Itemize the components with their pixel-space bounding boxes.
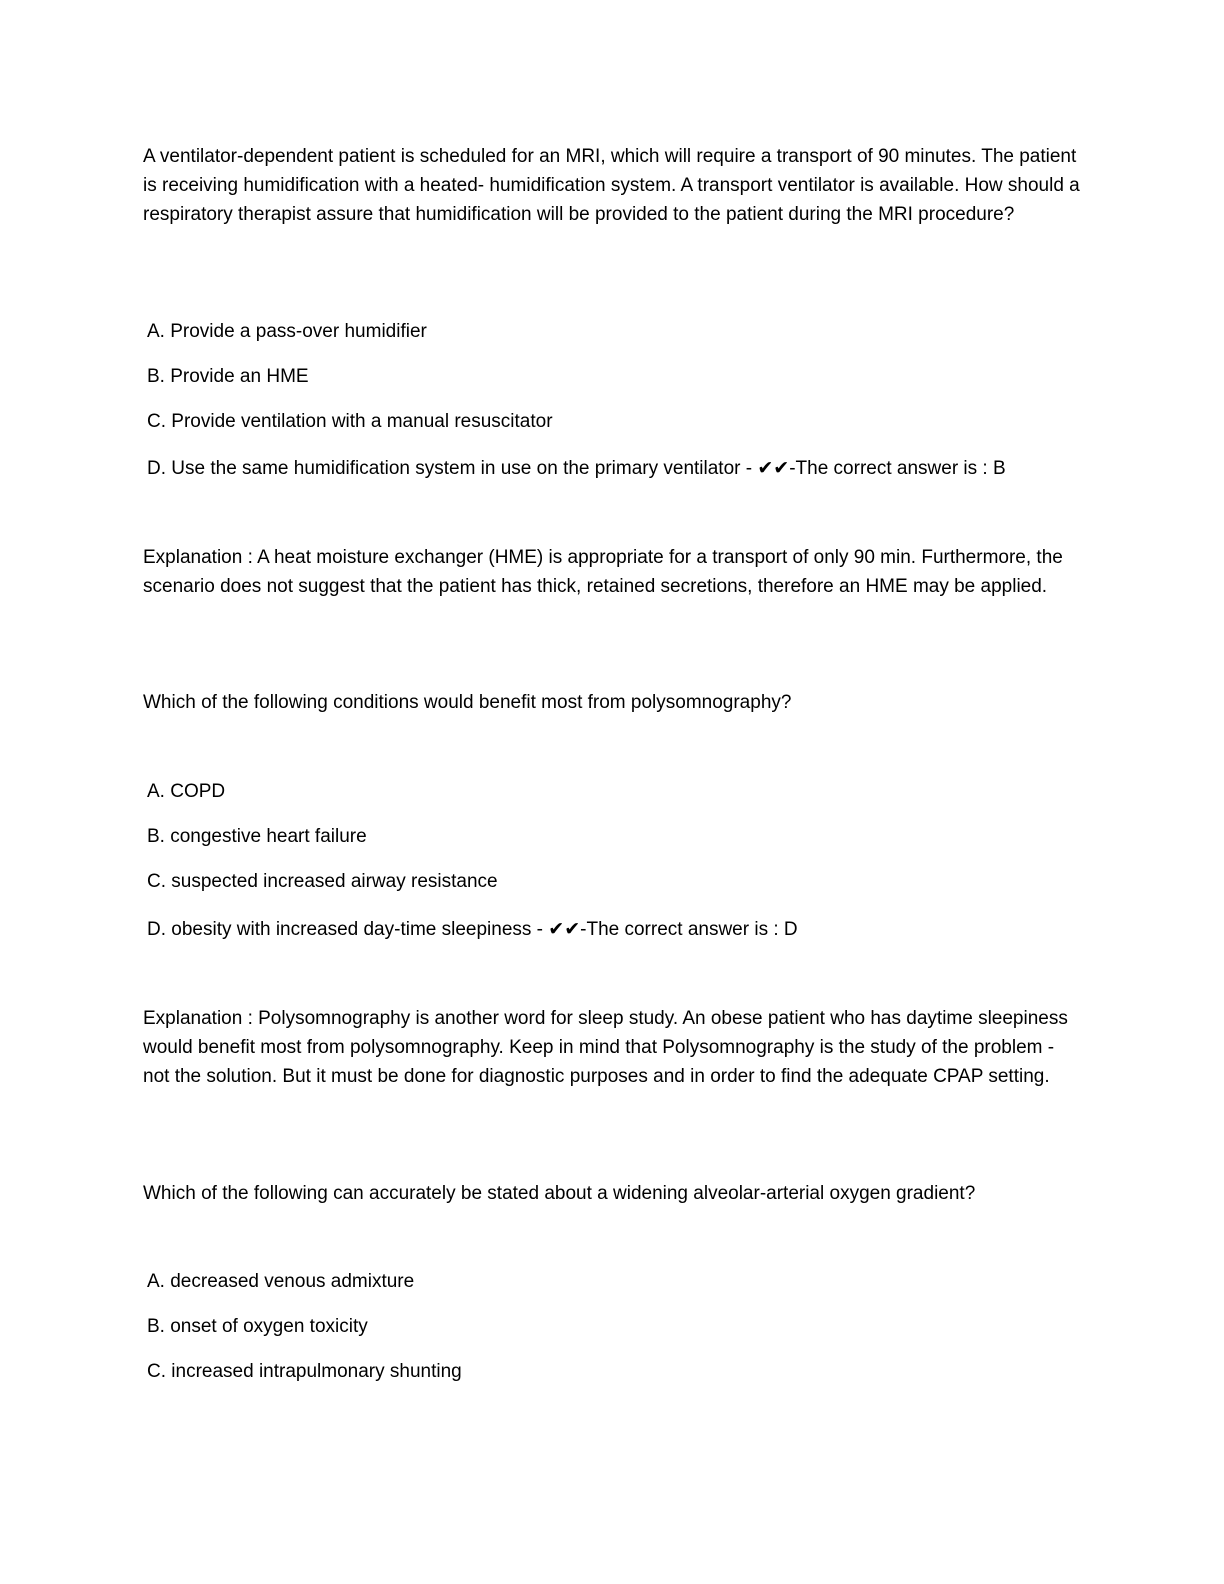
question-1-text: A ventilator-dependent patient is scheduled for an MRI, which will require a transport of 90 minutes. The patient is receiving humidification with a heated- humidification system. A transport ventilator is available. How should a respiratory therapist assure that humidification will be provided to the patient during the MRI procedure? [143,146,1080,225]
question-1-option-c: C. Provide ventilation with a manual resuscitator [147,411,553,432]
question-3-option-b: B. onset of oxygen toxicity [147,1316,368,1337]
question-2-option-a: A. COPD [147,781,226,802]
question-2-text: Which of the following conditions would benefit most from polysomnography? [143,692,792,713]
question-1-option-d-line [147,456,1087,481]
question-3-option-a: A. decreased venous admixture [147,1271,415,1292]
question-1-option-d: D. Use the same humidification system in use on the primary ventilator - [147,458,758,479]
question-1-answer: -The correct answer is : B [789,458,1006,479]
question-2-option-b: B. congestive heart failure [147,826,367,847]
question-2-explanation: Explanation : Polysomnography is another word for sleep study. An obese patient who has daytime sleepiness would benefit most from polysomnography. Keep in mind that Polysomnography is the study of the problem - not the solution. But it must be done for diagnostic purposes and in order to find the adequate CPAP setting. [143,1008,1068,1087]
question-2-option-c: C. suspected increased airway resistance [147,871,498,892]
question-1-option-b: B. Provide an HME [147,366,309,387]
question-3-text: Which of the following can accurately be stated about a widening alveolar-arterial oxygen gradient? [143,1183,976,1204]
question-2-option-d: D. obesity with increased day-time sleepiness - [147,919,549,940]
question-1-option-a: A. Provide a pass-over humidifier [147,321,427,342]
question-2-option-d-line [147,917,1087,942]
question-2-answer: -The correct answer is : D [580,919,798,940]
question-1-explanation: Explanation : A heat moisture exchanger (HME) is appropriate for a transport of only 90 min. Furthermore, the scenario does not suggest that the patient has thick, retained secretions, therefore an HME may be applied. [143,547,1063,597]
check-marks-icon: ✔✔ [548,918,581,940]
check-marks-icon: ✔✔ [757,457,790,479]
question-3-option-c: C. increased intrapulmonary shunting [147,1361,462,1382]
